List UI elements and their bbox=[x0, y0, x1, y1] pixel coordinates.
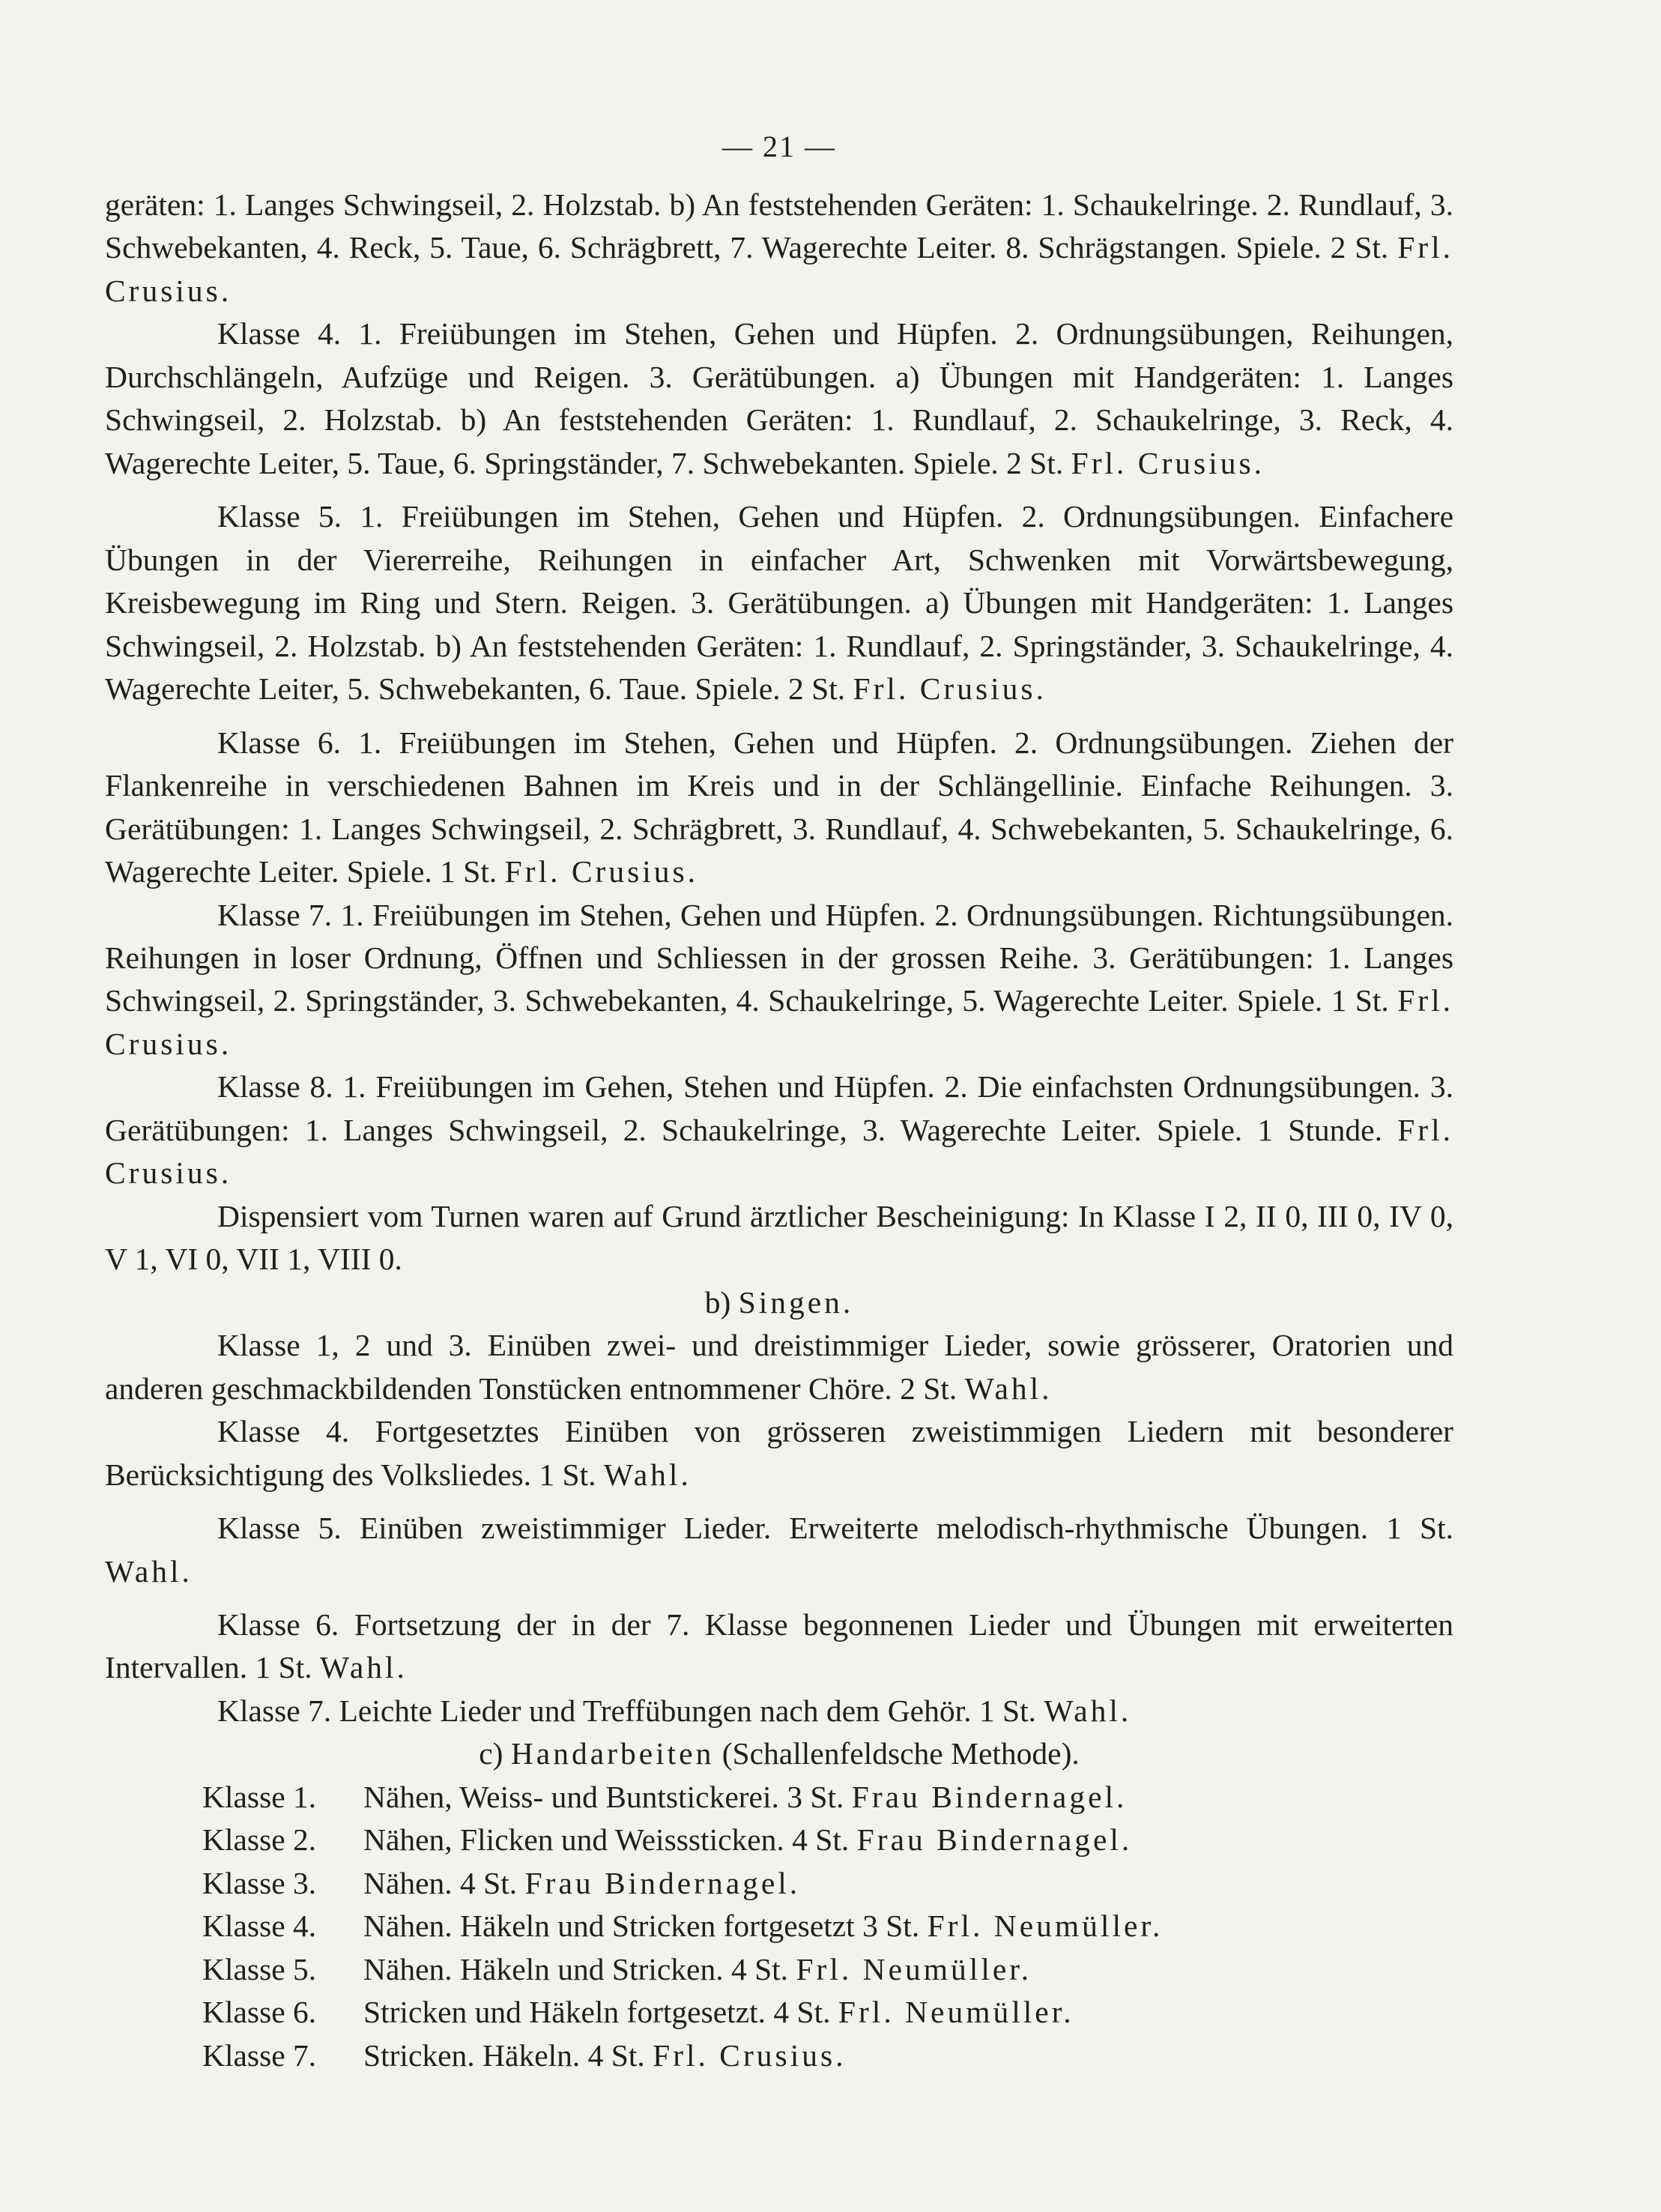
klasse-label: Klasse 3. bbox=[202, 1865, 317, 1900]
teacher-name: Wahl. bbox=[105, 1553, 193, 1589]
body-text bbox=[105, 184, 1453, 2077]
paragraph-text: Klasse 8. 1. Freiübungen im Gehen, Stehen und Hüpfen. 2. Die einfachsten Ordnungsübungen. 3. Gerätübungen: 1. Langes Schwingseil, 2. Schaukelringe, 3. Wagerechte Leiter. Spiele. 1 Stunde. bbox=[105, 1069, 1453, 1147]
teacher-name: Frl. Neumüller. bbox=[927, 1909, 1164, 1944]
teacher-name: Wahl. bbox=[1044, 1693, 1132, 1728]
klasse-label: Klasse 7. bbox=[202, 2037, 317, 2073]
klasse-label: Klasse 1. bbox=[202, 1779, 317, 1814]
item-text: Nähen, Weiss- und Buntstickerei. 3 St. bbox=[363, 1779, 844, 1814]
teacher-name: Frl. Neumüller. bbox=[838, 1995, 1074, 2030]
item-text: Stricken. Häkeln. 4 St. bbox=[363, 2037, 645, 2073]
paragraph-dispensiert bbox=[105, 1195, 1453, 1281]
paragraph-singen-7 bbox=[105, 1690, 1453, 1732]
teacher-name: Wahl. bbox=[964, 1371, 1053, 1406]
paragraph-klasse-6 bbox=[105, 722, 1453, 894]
paragraph-text: Klasse 6. Fortsetzung der in der 7. Klasse begonnenen Lieder und Übungen mit erweiterten Intervallen. 1 St. bbox=[105, 1607, 1453, 1685]
klasse-label: Klasse 5. bbox=[202, 1951, 317, 1986]
klasse-label: Klasse 4. bbox=[202, 1909, 317, 1944]
paragraph-singen-123 bbox=[105, 1324, 1453, 1410]
paragraph-text: Klasse 6. 1. Freiübungen im Stehen, Gehen und Hüpfen. 2. Ordnungsübungen. Ziehen der Flankenreihe in verschiedenen Bahnen im Kreis und in der Schlängellinie. Einfache Reihungen. 3. Gerätübungen: 1. Langes Schwingseil, 2. Schrägbrett, 3. Rundlauf, 4. Schwebekanten, 5. Schaukelringe, 6. Wagerechte Leiter. Spiele. 1 St. bbox=[105, 725, 1453, 889]
heading-suffix: (Schallenfeldsche Methode). bbox=[721, 1736, 1080, 1771]
paragraph-klasse-4 bbox=[105, 312, 1453, 485]
klasse-label: Klasse 6. bbox=[202, 1995, 317, 2030]
handarbeiten-list bbox=[105, 1776, 1453, 2077]
teacher-name: Frl. Crusius. bbox=[1071, 445, 1265, 480]
paragraph-text: Dispensiert vom Turnen waren auf Grund ärztlicher Bescheinigung: In Klasse I 2, II 0, III 0, IV 0, V 1, VI 0, VII 1, VIII 0. bbox=[105, 1198, 1453, 1277]
paragraph-text: Klasse 1, 2 und 3. Einüben zwei- und dreistimmiger Lieder, sowie grösserer, Oratorien und anderen geschmackbildenden Tonstücken entnommener Chöre. 2 St. bbox=[105, 1328, 1453, 1406]
list-item bbox=[105, 2034, 1453, 2077]
klasse-label: Klasse 2. bbox=[202, 1822, 317, 1858]
list-item bbox=[105, 1991, 1453, 2034]
teacher-name: Frl. Crusius. bbox=[853, 671, 1047, 707]
list-item bbox=[105, 1862, 1453, 1905]
paragraph-text: Klasse 4. Fortgesetztes Einüben von grösseren zweistimmigen Liedern mit besonderer Berücksichtigung des Volksliedes. 1 St. bbox=[105, 1414, 1453, 1492]
section-heading-singen bbox=[105, 1281, 1453, 1324]
paragraph-text: Klasse 5. Einüben zweistimmiger Lieder. Erweiterte melodisch-rhythmische Übungen. 1 St. bbox=[217, 1511, 1453, 1546]
page-number: — 21 — bbox=[722, 130, 836, 163]
teacher-name: Frl. Crusius. bbox=[653, 2037, 847, 2073]
paragraph-text: Klasse 4. 1. Freiübungen im Stehen, Gehen und Hüpfen. 2. Ordnungsübungen, Reihungen, Durchschlängeln, Aufzüge und Reigen. 3. Gerätübungen. a) Übungen mit Handgeräten: 1. Langes Schwingseil, 2. Holzstab. b) An feststehenden Geräten: 1. Rundlauf, 2. Schaukelringe, 3. Reck, 4. Wagerechte Leiter, 5. Taue, 6. Springständer, 7. Schwebekanten. Spiele. 2 St. bbox=[105, 316, 1453, 480]
teacher-name: Frau Bindernagel. bbox=[856, 1822, 1133, 1858]
teacher-name: Frl. Neumüller. bbox=[796, 1951, 1032, 1986]
paragraph-text: Klasse 7. Leichte Lieder und Treffübungen nach dem Gehör. 1 St. bbox=[217, 1693, 1036, 1728]
paragraph-singen-4 bbox=[105, 1410, 1453, 1496]
heading-word: Singen. bbox=[738, 1284, 854, 1320]
teacher-name: Frl. Crusius. bbox=[105, 983, 1453, 1061]
list-item bbox=[105, 1905, 1453, 1947]
paragraph-klasse-8 bbox=[105, 1066, 1453, 1194]
paragraph-text: Klasse 7. 1. Freiübungen im Stehen, Gehen und Hüpfen. 2. Ordnungsübungen. Richtungsübungen. Reihungen in loser Ordnung, Öffnen und Schliessen in der grossen Reihe. 3. Gerätübungen: 1. Langes Schwingseil, 2. Springständer, 3. Schwebekanten, 4. Schaukelringe, 5. Wagerechte Leiter. Spiele. 1 St. bbox=[105, 897, 1453, 1018]
item-text: Nähen. Häkeln und Stricken fortgesetzt 3 St. bbox=[363, 1909, 920, 1944]
teacher-name: Frl. Crusius. bbox=[105, 1112, 1453, 1191]
teacher-name: Wahl. bbox=[603, 1457, 692, 1492]
paragraph-singen-6 bbox=[105, 1604, 1453, 1690]
teacher-name: Wahl. bbox=[319, 1650, 408, 1685]
paragraph-klasse-5 bbox=[105, 495, 1453, 710]
paragraph-text: Klasse 5. 1. Freiübungen im Stehen, Gehen und Hüpfen. 2. Ordnungsübungen. Einfachere Übungen in der Viererreihe, Reihungen in einfacher Art, Schwenken mit Vorwärtsbewegung, Kreisbewegung im Ring und Stern. Reigen. 3. Gerätübungen. a) Übungen mit Handgeräten: 1. Langes Schwingseil, 2. Holzstab. b) An feststehenden Geräten: 1. Rundlauf, 2. Springständer, 3. Schaukelringe, 4. Wagerechte Leiter, 5. Schwebekanten, 6. Taue. Spiele. 2 St. bbox=[105, 499, 1453, 707]
item-text: Nähen. Häkeln und Stricken. 4 St. bbox=[363, 1951, 789, 1986]
heading-word: Handarbeiten bbox=[510, 1736, 715, 1771]
teacher-name: Frau Bindernagel. bbox=[851, 1779, 1128, 1814]
paragraph-continued bbox=[105, 184, 1453, 312]
paragraph-klasse-7 bbox=[105, 894, 1453, 1066]
paragraph-text: geräten: 1. Langes Schwingseil, 2. Holzstab. b) An feststehenden Geräten: 1. Schaukelringe. 2. Rundlauf, 3. Schwebekanten, 4. Reck, 5. Taue, 6. Schrägbrett, 7. Wagerechte Leiter. 8. Schrägstangen. Spiele. 2 St. bbox=[105, 187, 1453, 265]
paragraph-singen-5 bbox=[105, 1507, 1453, 1593]
teacher-name: Frau Bindernagel. bbox=[524, 1865, 801, 1900]
list-item bbox=[105, 1948, 1453, 1991]
list-item bbox=[105, 1776, 1453, 1819]
item-text: Stricken und Häkeln fortgesetzt. 4 St. bbox=[363, 1995, 831, 2030]
teacher-name: Frl. Crusius. bbox=[504, 854, 699, 889]
item-text: Nähen. 4 St. bbox=[363, 1865, 518, 1900]
item-text: Nähen, Flicken und Weisssticken. 4 St. bbox=[363, 1822, 850, 1858]
section-heading-handarbeiten bbox=[105, 1732, 1453, 1775]
teacher-name: Frl. Crusius. bbox=[105, 230, 1453, 308]
list-item bbox=[105, 1819, 1453, 1861]
heading-prefix: b) bbox=[704, 1284, 731, 1320]
heading-prefix: c) bbox=[479, 1736, 503, 1771]
